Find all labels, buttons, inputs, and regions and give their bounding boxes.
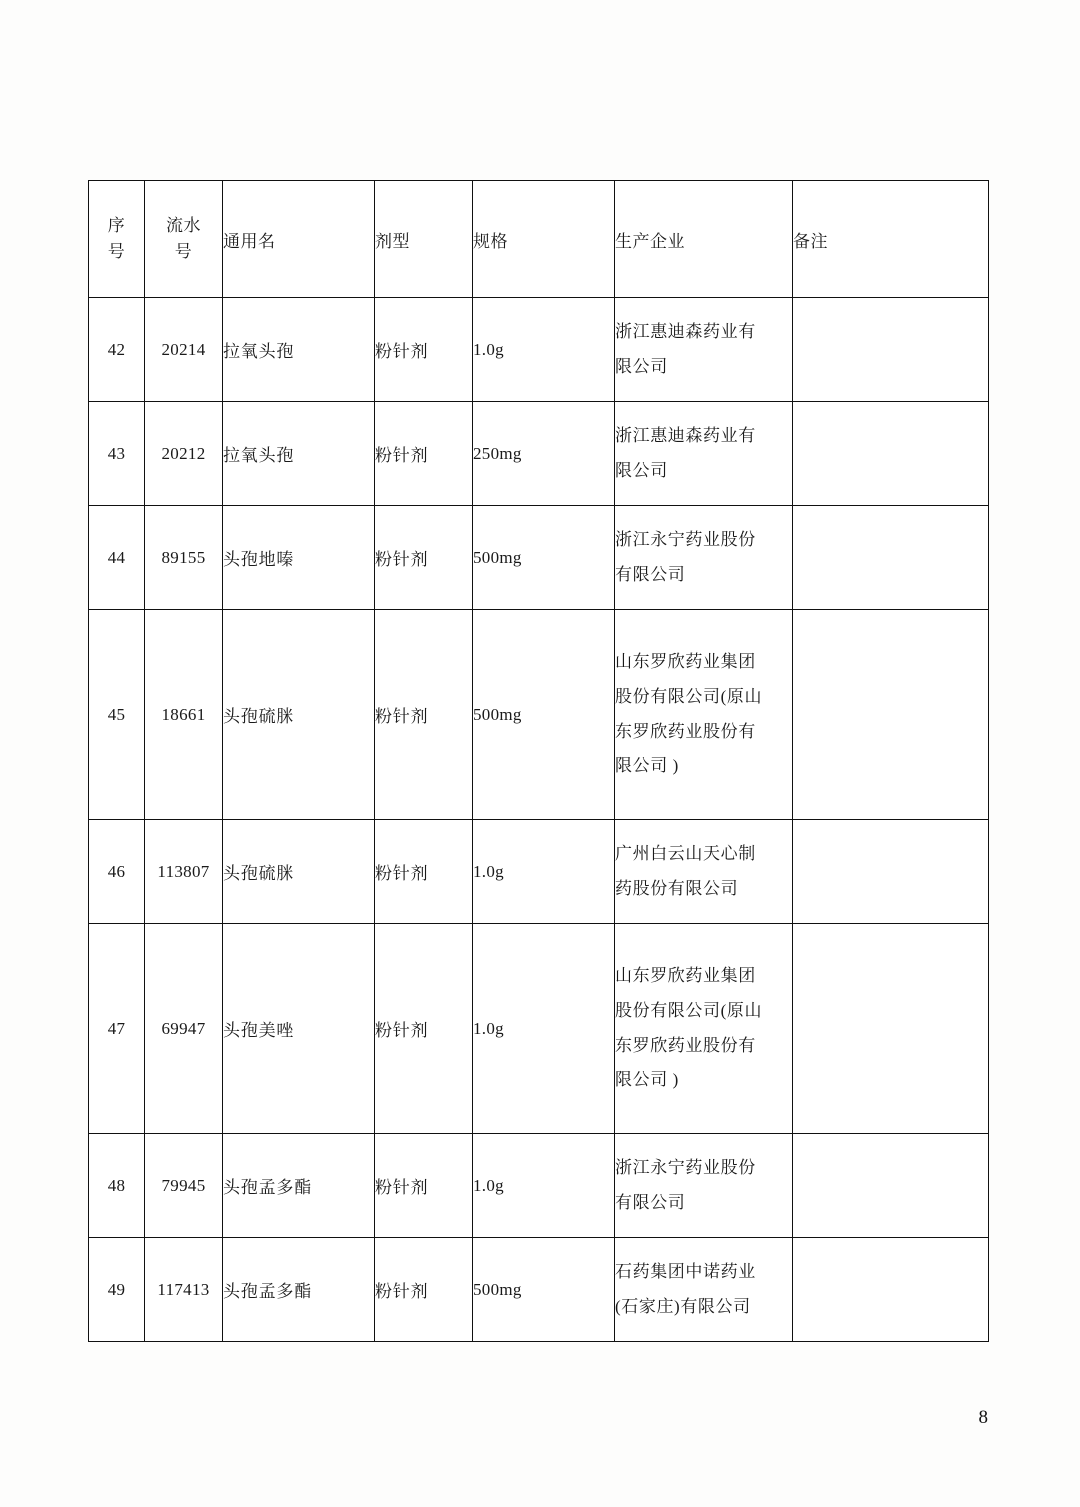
cell-serial: 18661 xyxy=(145,610,223,820)
cell-note xyxy=(793,820,989,924)
column-header-seq-line-1: 序 xyxy=(107,215,126,235)
cell-serial: 117413 xyxy=(145,1238,223,1342)
cell-spec: 1.0g xyxy=(473,820,615,924)
cell-generic-name: 头孢孟多酯 xyxy=(223,1134,375,1238)
column-header-serial-line-2: 号 xyxy=(174,242,193,261)
cell-manufacturer: 石药集团中诺药业 (石家庄)有限公司 xyxy=(615,1238,793,1342)
cell-dosage-form: 粉针剂 xyxy=(375,402,473,506)
table-header-row xyxy=(89,181,989,298)
cell-dosage-form: 粉针剂 xyxy=(375,1134,473,1238)
cell-seq: 48 xyxy=(89,1134,145,1238)
cell-seq: 43 xyxy=(89,402,145,506)
table-row xyxy=(89,1238,989,1342)
cell-manufacturer: 浙江惠迪森药业有 限公司 xyxy=(615,402,793,506)
cell-seq: 49 xyxy=(89,1238,145,1342)
cell-dosage-form: 粉针剂 xyxy=(375,506,473,610)
page-number: 8 xyxy=(978,1407,988,1428)
table-row xyxy=(89,402,989,506)
column-header-note: 备注 xyxy=(793,181,989,298)
column-header-seq-line-2: 号 xyxy=(107,242,126,261)
cell-manufacturer: 山东罗欣药业集团 股份有限公司(原山 东罗欣药业股份有 限公司 ) xyxy=(615,924,793,1134)
cell-seq: 45 xyxy=(89,610,145,820)
table-row xyxy=(89,298,989,402)
cell-manufacturer: 广州白云山天心制 药股份有限公司 xyxy=(615,820,793,924)
cell-seq: 44 xyxy=(89,506,145,610)
cell-serial: 20214 xyxy=(145,298,223,402)
table-row xyxy=(89,1134,989,1238)
cell-note xyxy=(793,924,989,1134)
cell-generic-name: 头孢孟多酯 xyxy=(223,1238,375,1342)
table-row xyxy=(89,506,989,610)
cell-generic-name: 拉氧头孢 xyxy=(223,402,375,506)
table-body xyxy=(89,298,989,1342)
cell-generic-name: 头孢硫脒 xyxy=(223,820,375,924)
table-row xyxy=(89,924,989,1134)
cell-serial: 20212 xyxy=(145,402,223,506)
cell-manufacturer: 浙江永宁药业股份 有限公司 xyxy=(615,1134,793,1238)
cell-spec: 1.0g xyxy=(473,298,615,402)
cell-spec: 500mg xyxy=(473,610,615,820)
cell-generic-name: 头孢地嗪 xyxy=(223,506,375,610)
column-header-generic-name: 通用名 xyxy=(223,181,375,298)
cell-note xyxy=(793,1238,989,1342)
column-header-serial xyxy=(145,181,223,298)
cell-dosage-form: 粉针剂 xyxy=(375,298,473,402)
column-header-dosage-form: 剂型 xyxy=(375,181,473,298)
table-row xyxy=(89,820,989,924)
cell-generic-name: 头孢美唑 xyxy=(223,924,375,1134)
column-header-serial-line-1: 流水 xyxy=(166,215,201,235)
cell-note xyxy=(793,1134,989,1238)
cell-dosage-form: 粉针剂 xyxy=(375,610,473,820)
cell-spec: 500mg xyxy=(473,1238,615,1342)
cell-note xyxy=(793,610,989,820)
table-row xyxy=(89,610,989,820)
cell-serial: 113807 xyxy=(145,820,223,924)
cell-dosage-form: 粉针剂 xyxy=(375,820,473,924)
cell-spec: 250mg xyxy=(473,402,615,506)
cell-manufacturer: 浙江永宁药业股份 有限公司 xyxy=(615,506,793,610)
cell-serial: 89155 xyxy=(145,506,223,610)
column-header-spec: 规格 xyxy=(473,181,615,298)
cell-serial: 79945 xyxy=(145,1134,223,1238)
cell-manufacturer: 浙江惠迪森药业有 限公司 xyxy=(615,298,793,402)
cell-spec: 500mg xyxy=(473,506,615,610)
cell-dosage-form: 粉针剂 xyxy=(375,924,473,1134)
cell-note xyxy=(793,506,989,610)
cell-generic-name: 拉氧头孢 xyxy=(223,298,375,402)
cell-seq: 47 xyxy=(89,924,145,1134)
cell-manufacturer: 山东罗欣药业集团 股份有限公司(原山 东罗欣药业股份有 限公司 ) xyxy=(615,610,793,820)
drug-catalog-table xyxy=(88,180,989,1342)
cell-seq: 46 xyxy=(89,820,145,924)
column-header-manufacturer: 生产企业 xyxy=(615,181,793,298)
cell-seq: 42 xyxy=(89,298,145,402)
cell-serial: 69947 xyxy=(145,924,223,1134)
column-header-seq xyxy=(89,181,145,298)
cell-generic-name: 头孢硫脒 xyxy=(223,610,375,820)
cell-note xyxy=(793,298,989,402)
cell-dosage-form: 粉针剂 xyxy=(375,1238,473,1342)
cell-spec: 1.0g xyxy=(473,924,615,1134)
cell-spec: 1.0g xyxy=(473,1134,615,1238)
cell-note xyxy=(793,402,989,506)
